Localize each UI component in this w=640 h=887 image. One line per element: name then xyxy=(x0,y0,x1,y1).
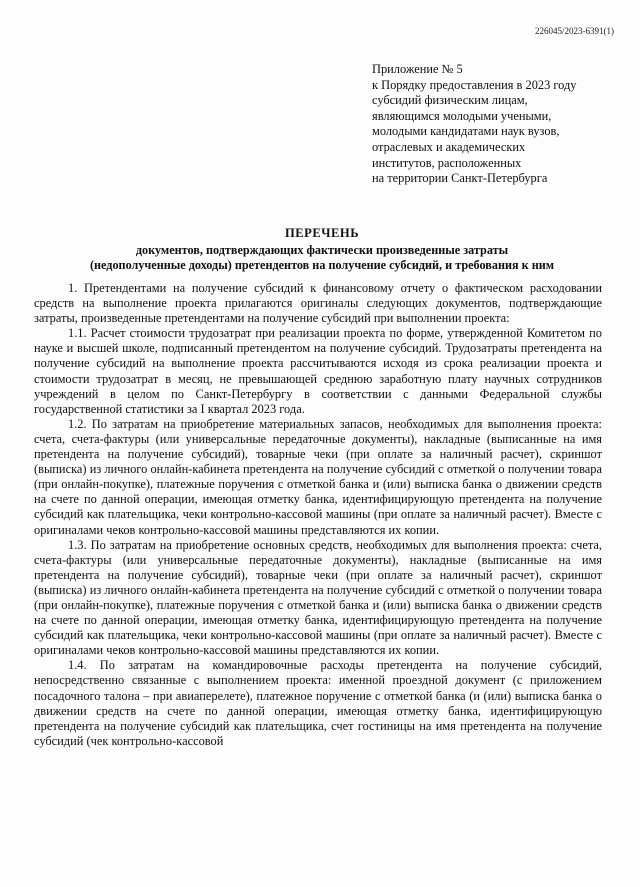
appendix-line: на территории Санкт-Петербурга xyxy=(372,171,548,186)
appendix-line: субсидий физическим лицам, xyxy=(372,93,528,108)
document-heading xyxy=(30,226,614,274)
document-title: ПЕРЕЧЕНЬ xyxy=(284,226,360,240)
appendix-line: Приложение № 5 xyxy=(372,62,463,76)
paragraph-1-4: 1.4. По затратам на командировочные расходы претендента на получение субсидий, непосредственно связанные с выполнением проекта: именной проездной документ (с приложением посадочного талона – при авиаперелете), платежное поручение с отметкой банка (и (или) выписка банка о движении средств на счете по данной операции, имеющая отметку банка, идентифицирующую претендента на получение субсидий как плательщика, счет гостиницы на имя претендента на получение субсидий (чек контрольно-кассовой xyxy=(34,658,602,748)
appendix-line: молодыми кандидатами наук вузов, xyxy=(372,124,560,139)
paragraph-1-1: 1.1. Расчет стоимости трудозатрат при реализации проекта по форме, утвержденной Комитетом по науке и высшей школе, подписанный претендентом на получение субсидий. Трудозатраты претендента на получение субсидий на выполнение проекта рассчитываются исходя из срока реализации проекта и стоимости трудозатрат в месяц, не превышающей среднюю заработную плату научных сотрудников учреждений в целом по Санкт-Петербургу в соответствии с данными Федеральной службы государственной статистики за I квартал 2023 года. xyxy=(34,326,602,416)
document-body xyxy=(34,281,602,749)
appendix-line: к Порядку предоставления в 2023 году xyxy=(372,77,577,92)
document-subtitle-line-2: (недополученные доходы) претендентов на получение субсидий, и требования к ним xyxy=(89,258,555,273)
paragraph-1: 1. Претендентами на получение субсидий к финансовому отчету о фактическом расходовании средств на выполнение проекта прилагаются оригиналы следующих документов, подтверждающие затраты, произведенные претендентами на получение субсидий при выполнении проекта: xyxy=(34,281,602,326)
appendix-line: являющимся молодыми учеными, xyxy=(372,108,552,123)
document-subtitle-line-1: документов, подтверждающих фактически произведенные затраты xyxy=(135,243,509,257)
paragraph-1-3: 1.3. По затратам на приобретение основных средств, необходимых для выполнения проекта: счета, счета-фактуры (или универсальные передаточные документы), накладные (выписанные на имя претендента на получение субсидий), товарные чеки (при оплате за наличный расчет), скриншот (выписка) из личного онлайн-кабинета претендента на получение субсидий с отметкой о получении товара (при онлайн-покупке), платежные поручения с отметкой банка и (или) выписка банка о движении средств на счете по данной операции, имеющая отметку банка, идентифицирующую претендента на получение субсидий как плательщика, чеки контрольно-кассовой машины (при оплате за наличный расчет). Вместе с оригиналами чеков контрольно-кассовой машины представляются их копии. xyxy=(34,537,602,658)
appendix-line: отраслевых и академических xyxy=(372,139,526,154)
document-number: 226045/2023-6391(1) xyxy=(535,26,614,36)
appendix-note xyxy=(372,62,622,187)
paragraph-1-2: 1.2. По затратам на приобретение материальных запасов, необходимых для выполнения проекта: счета, счета-фактуры (или универсальные передаточные документы), накладные (выписанные на имя претендента на получение субсидий), товарные чеки (при оплате за наличный расчет), скриншот (выписка) из личного онлайн-кабинета претендента на получение субсидий с отметкой о получении товара (при онлайн-покупке), платежные поручения с отметкой банка и (или) выписка банка о движении средств на счете по данной операции, имеющая отметку банка, идентифицирующую претендента на получение субсидий как плательщика, чеки контрольно-кассовой машины (при оплате за наличный расчет). Вместе с оригиналами чеков контрольно-кассовой машины представляются их копии. xyxy=(34,416,602,537)
appendix-line: институтов, расположенных xyxy=(372,155,522,170)
